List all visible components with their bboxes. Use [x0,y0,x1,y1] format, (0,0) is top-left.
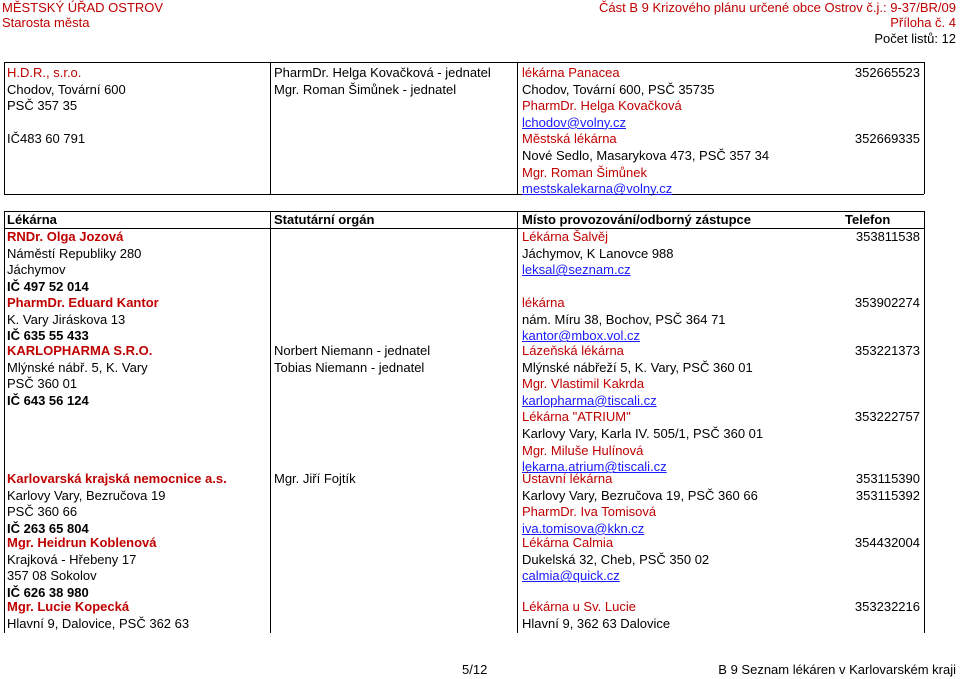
table-row: KARLOPHARMA S.R.O. Mlýnské nábř. 5, K. Vary PSČ 360 01 IČ 643 56 124 [7,343,153,408]
row-location: Lékárna u Sv. Lucie Hlavní 9, 362 63 Dalovice [522,599,671,631]
col-header-pharmacy: Lékárna [7,212,57,227]
col-header-phone: Telefon [845,212,891,227]
table-row: PharmDr. Eduard Kantor K. Vary Jiráskova 13 IČ 635 55 433 [7,295,159,344]
row-location: Lékárna Calmia Dukelská 32, Cheb, PSČ 350 02 calmia@quick.cz [522,535,710,584]
row-phone: 353115390 353115392 [855,471,920,503]
email-link[interactable]: mestskalekarna@volny.cz [522,181,673,197]
email-link[interactable]: iva.tomisova@kkn.cz [522,520,645,536]
row-phone: 354432004 [854,535,920,550]
company-id: IČ483 60 791 [7,131,86,147]
row-phone: 353902274 [854,295,920,310]
table-row: Mgr. Heidrun Koblenová Krajková - Hřebeny 17 357 08 Sokolov IČ 626 38 980 [7,535,157,600]
table-row: Karlovarská krajská nemocnice a.s. Karlovy Vary, Bezručova 19 PSČ 360 66 IČ 263 65 804 [7,471,227,536]
header-page-count: Počet listů: 12 [874,31,956,46]
row-location: Ústavní lékárna Karlovy Vary, Bezručova 19, PSČ 360 66 PharmDr. Iva Tomisová iva.tomisova@kkn.cz [522,471,758,536]
col-header-location: Místo provozování/odborný zástupce [522,212,751,227]
footer-title: B 9 Seznam lékáren v Karlovarském kraji [718,662,956,677]
table-row: RNDr. Olga Jozová Náměstí Republiky 280 Jáchymov IČ 497 52 014 [7,229,142,294]
table-row: Mgr. Lucie Kopecká Hlavní 9, Dalovice, PSČ 362 63 [7,599,190,631]
footer-page-number: 5/12 [462,662,488,677]
email-link[interactable]: lekarna.atrium@tiscali.cz [522,459,667,475]
header-plan-title: Část B 9 Krizového plánu určené obce Ostrov č.j.: 9-37/BR/09 [599,0,956,15]
email-link[interactable]: leksal@seznam.cz [522,262,631,278]
top-locations: lékárna Panacea Chodov, Tovární 600, PSČ 35735 PharmDr. Helga Kovačková lchodov@volny.cz Městská lékárna Nové Sedlo, Masarykova 473, PSČ 357 34 Mgr. Roman Šimůnek mestskalekarna@volny.cz [522,65,770,197]
row-phone: 353232216 [854,599,920,614]
top-statutory: PharmDr. Helga Kovačková - jednatel Mgr. Roman Šimůnek - jednatel [274,65,491,97]
row-location: Lékárna Šalvěj Jáchymov, K Lanovce 988 leksal@seznam.cz [522,229,674,278]
row-phone: 353811538 [855,229,920,244]
col-header-statutory: Statutární orgán [274,212,375,227]
email-link[interactable]: kantor@mbox.vol.cz [522,328,640,344]
email-link[interactable]: lchodov@volny.cz [522,114,626,130]
company-name: H.D.R., s.r.o. [7,65,82,80]
row-statutory: Norbert Niemann - jednatel Tobias Niemann - jednatel [274,343,431,375]
header-attachment: Příloha č. 4 [890,15,956,30]
email-link[interactable]: calmia@quick.cz [522,568,620,584]
header-office: MĚSTSKÝ ÚŘAD OSTROV [2,0,164,15]
email-link[interactable]: karlopharma@tiscali.cz [522,392,657,408]
company-postcode: PSČ 357 35 [7,98,78,114]
row-location: Lázeňská lékárna Mlýnské nábřeží 5, K. Vary, PSČ 360 01 Mgr. Vlastimil Kakrda karlopharma@tiscali.cz Lékárna "ATRIUM" Karlovy Vary, Karla IV. 505/1, PSČ 360 01 Mgr. Miluše Hulínová lekarna.atrium@tiscali.cz [522,343,764,475]
row-location: lékárna nám. Míru 38, Bochov, PSČ 364 71 kantor@mbox.vol.cz [522,295,726,344]
company-address: Chodov, Tovární 600 [7,81,126,97]
top-phones: 352665523 352669335 [854,65,920,147]
top-company-info [7,65,126,148]
row-statutory: Mgr. Jiří Fojtík [274,471,356,486]
header-mayor: Starosta města [2,15,90,30]
row-phone: 353221373 353222757 [854,343,920,425]
